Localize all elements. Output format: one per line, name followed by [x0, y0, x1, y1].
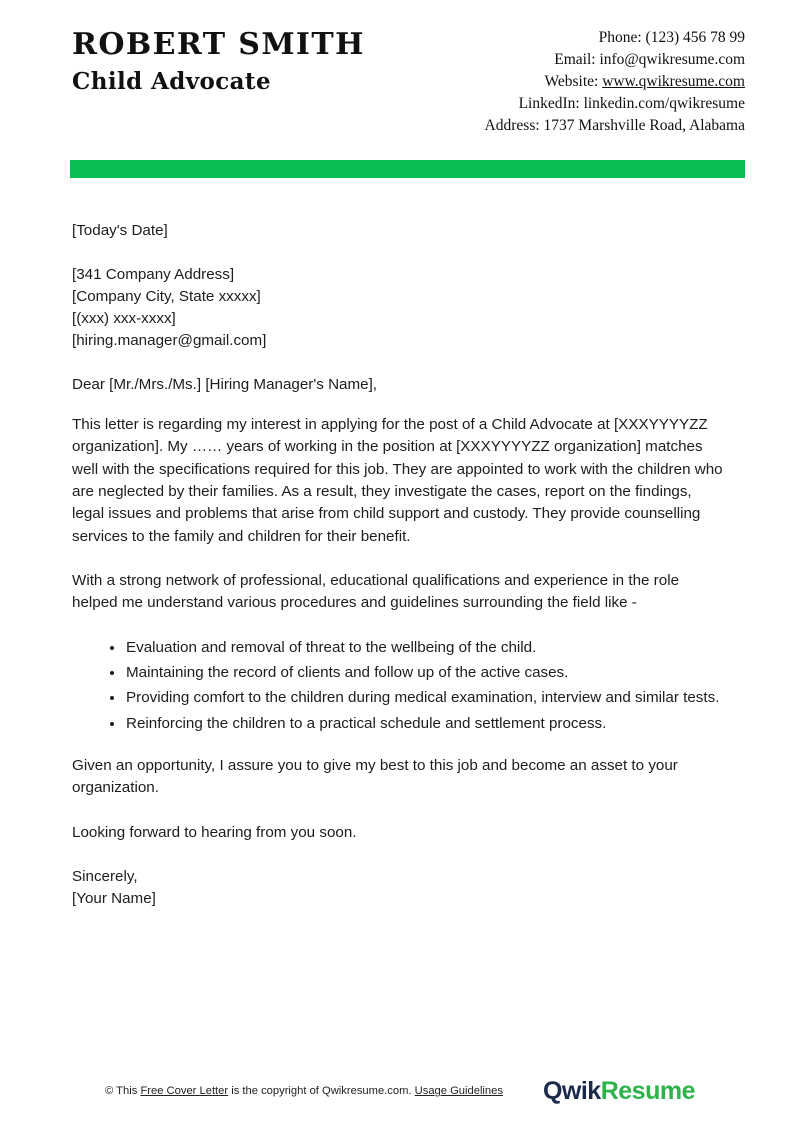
letter-paragraph-1: This letter is regarding my interest in applying for the post of a Child Advocate at [XXXYYYYZZ organization]. My …… years of working in the position at [XXXYYYYZZ organization] matches well with the specifications required for this job. They are appointed to work with the children who are neglected by their families. As a result, they investigate the cases, report on the findings, legal issues and problems that arise from child support and custody. They provide counselling services to the family and children for their benefit. [72, 415, 723, 545]
website-label: Website: [544, 73, 599, 90]
letter-body [72, 220, 724, 910]
address-label: Address: [484, 117, 540, 134]
website-link[interactable]: www.qwikresume.com [602, 73, 745, 90]
logo-text-resume: Resume [600, 1076, 695, 1105]
contact-linkedin-row [485, 93, 745, 115]
letter-paragraph-4: Looking forward to hearing from you soon. [72, 823, 357, 841]
qualifications-list [72, 637, 724, 735]
candidate-name: ROBERT SMITH [72, 27, 365, 62]
contact-website-row [485, 71, 745, 93]
email-label: Email: [554, 51, 596, 68]
copyright-middle: is the copyright of Qwikresume.com. [231, 1085, 412, 1097]
letter-date: [Today's Date] [72, 222, 168, 239]
footer-copyright-note [105, 1085, 503, 1097]
phone-label: Phone: [598, 29, 642, 46]
list-item: Reinforcing the children to a practical schedule and settlement process. [110, 713, 724, 735]
letter-header [0, 0, 800, 137]
closing-salutation: Sincerely, [72, 867, 138, 885]
list-item: Evaluation and removal of threat to the wellbeing of the child. [110, 637, 724, 659]
signature-name: [Your Name] [72, 890, 156, 907]
recipient-line: [341 Company Address] [72, 266, 235, 284]
letter-paragraph-3: Given an opportunity, I assure you to give my best to this job and become an asset to your organization. [72, 756, 678, 797]
email-value: info@qwikresume.com [599, 51, 745, 68]
copyright-prefix: © This [105, 1085, 138, 1097]
list-item: Providing comfort to the children during medical examination, interview and similar tests. [110, 687, 724, 709]
contact-details [485, 24, 745, 137]
recipient-line: [Company City, State xxxxx] [72, 288, 261, 306]
contact-address-row [485, 115, 745, 137]
free-cover-letter-link[interactable]: Free Cover Letter [140, 1085, 229, 1097]
linkedin-value: linkedin.com/qwikresume [583, 95, 745, 112]
logo-text-qwik: Qwik [542, 1076, 601, 1105]
contact-phone-row [485, 27, 745, 49]
linkedin-label: LinkedIn: [518, 95, 580, 112]
letter-salutation: Dear [Mr./Mrs./Ms.] [Hiring Manager's Name], [72, 376, 378, 394]
recipient-line: [hiring.manager@gmail.com] [72, 332, 267, 350]
recipient-line: [(xxx) xxx-xxxx] [72, 310, 176, 328]
address-value: 1737 Marshville Road, Alabama [543, 117, 745, 134]
page-footer [0, 1068, 800, 1114]
recipient-address-block [72, 264, 724, 352]
contact-email-row [485, 49, 745, 71]
phone-value: (123) 456 78 99 [645, 29, 745, 46]
candidate-job-title: Child Advocate [72, 67, 271, 95]
letter-signoff [72, 866, 724, 910]
qwikresume-logo[interactable] [542, 1076, 695, 1105]
usage-guidelines-link[interactable]: Usage Guidelines [414, 1085, 503, 1097]
candidate-identity [72, 24, 365, 94]
letter-paragraph-2: With a strong network of professional, educational qualifications and experience in the role helped me understand various procedures and guidelines surrounding the field like - [72, 571, 680, 612]
list-item: Maintaining the record of clients and follow up of the active cases. [110, 662, 724, 684]
accent-divider-bar [70, 160, 745, 178]
